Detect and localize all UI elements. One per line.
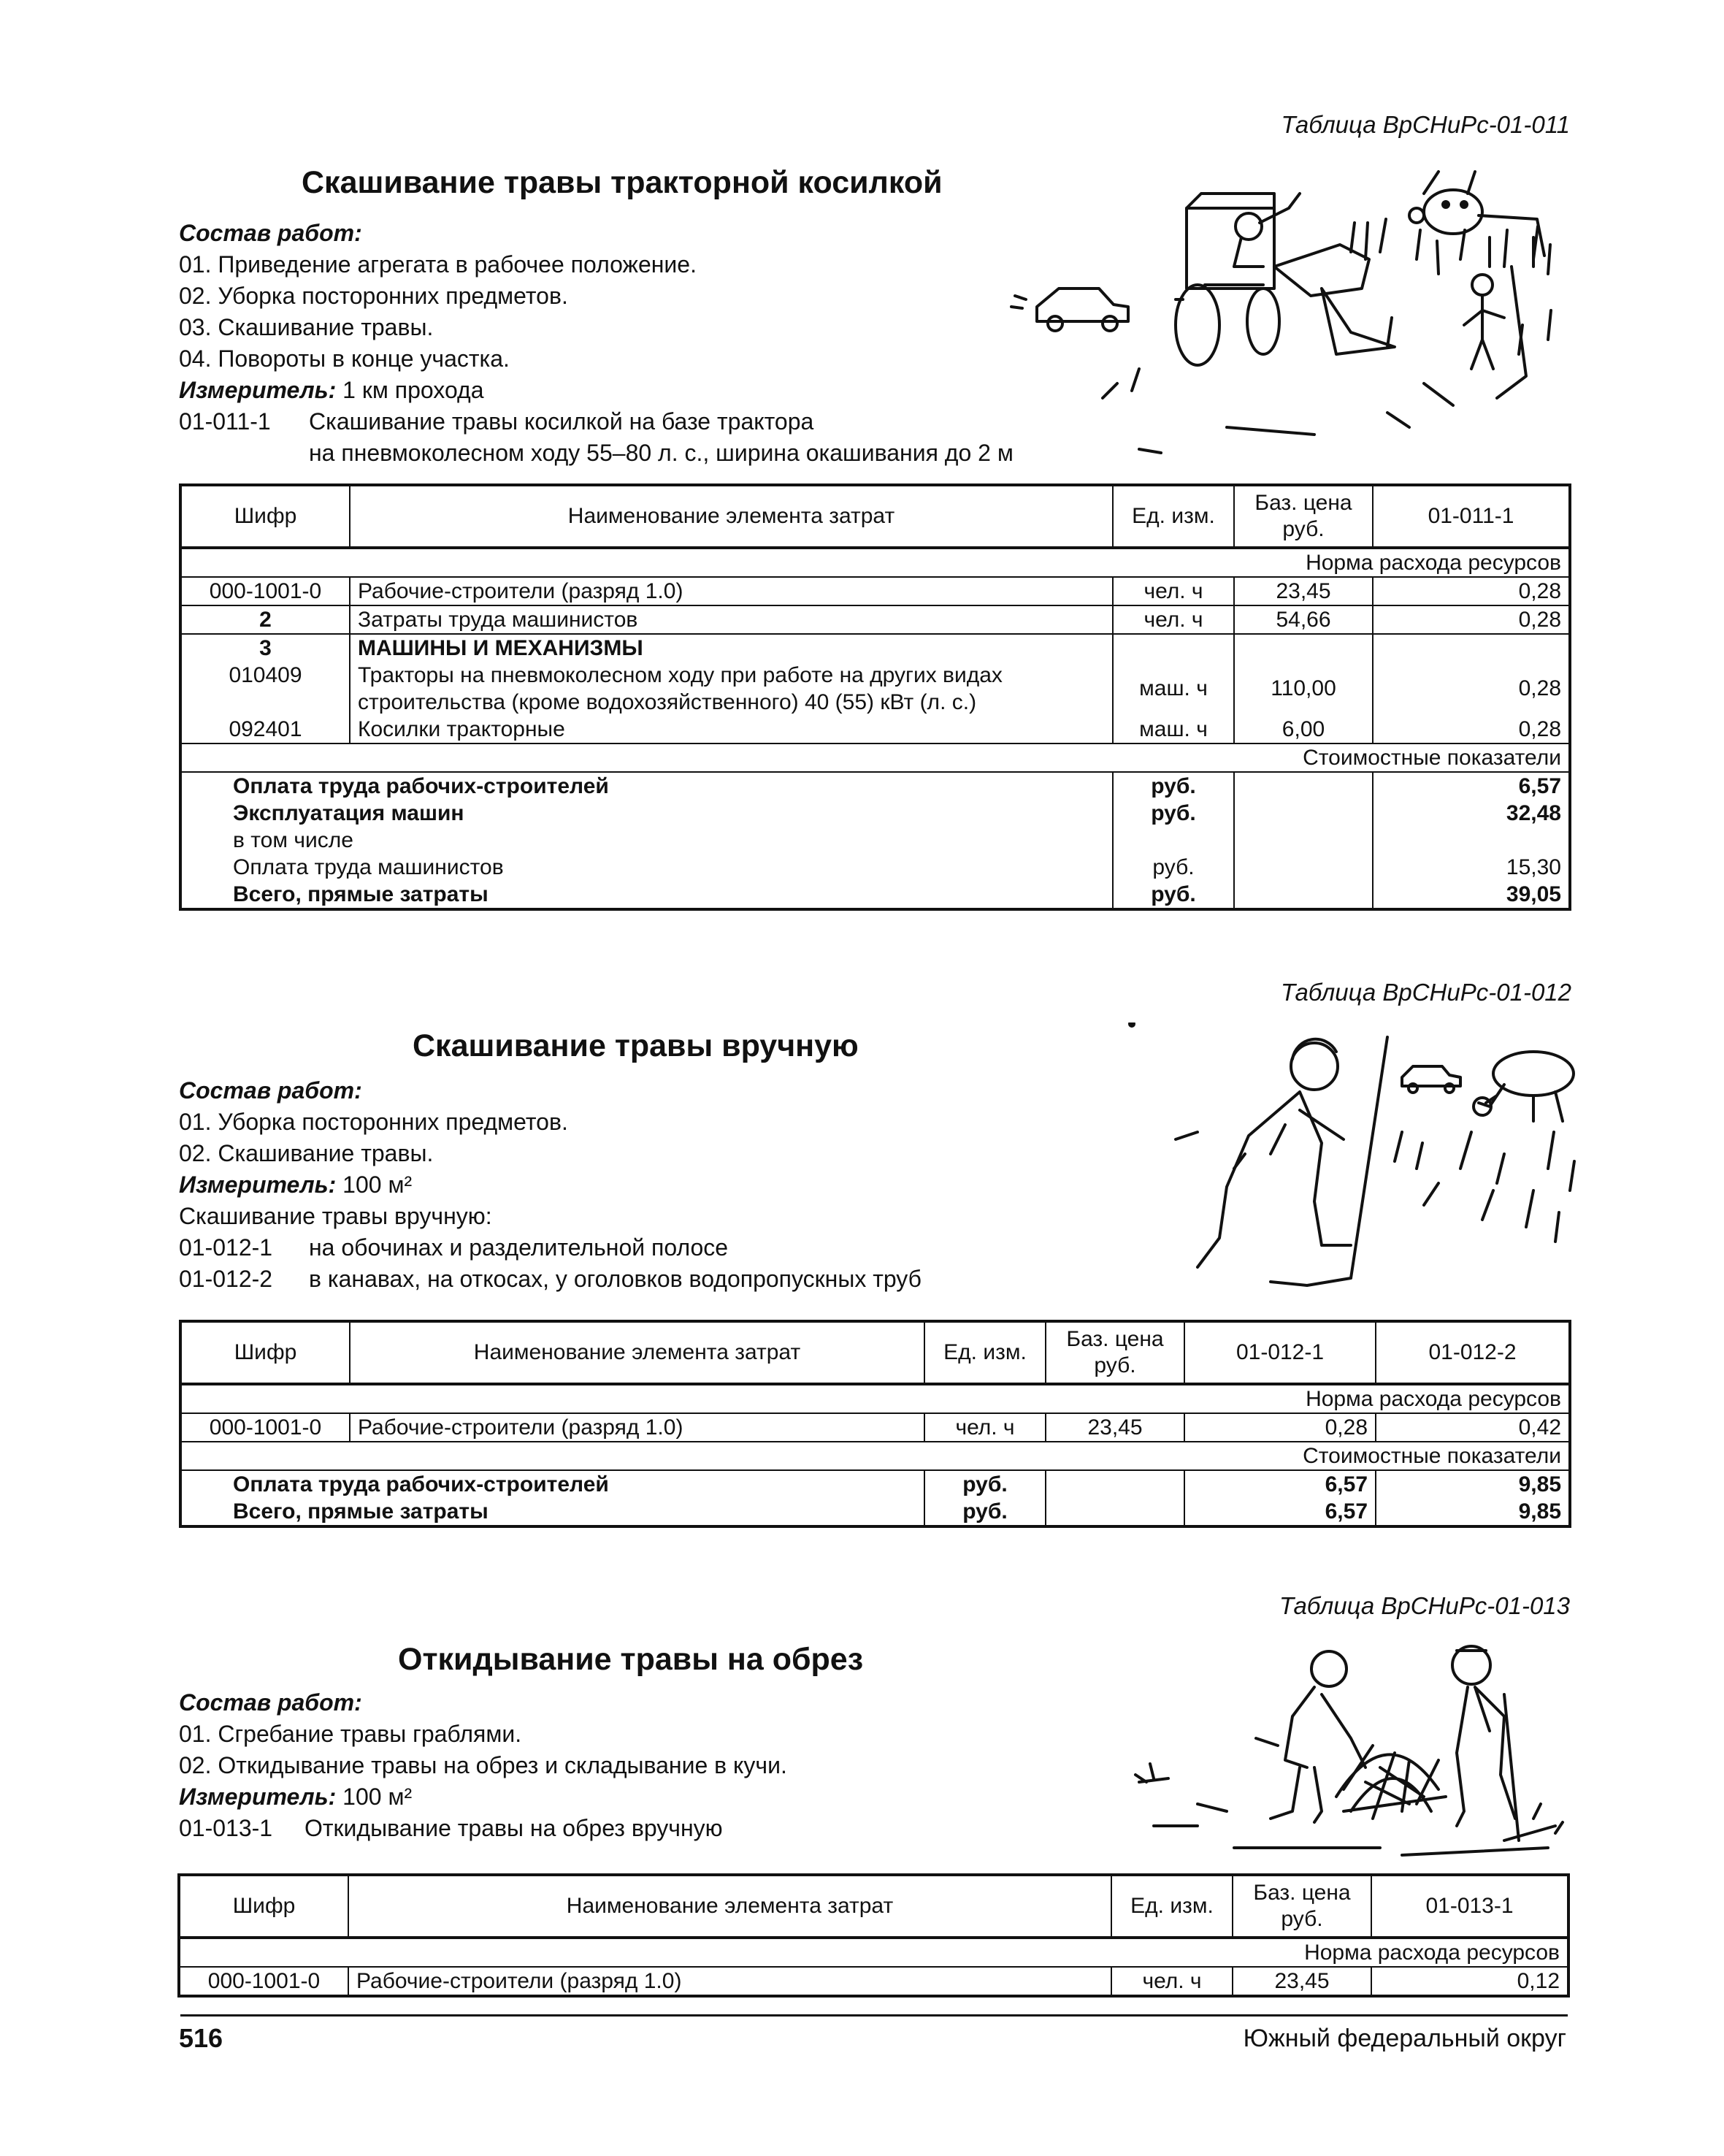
measure-label: Измеритель: bbox=[179, 1171, 337, 1198]
blank-cell bbox=[180, 548, 1234, 577]
cell-unit bbox=[1113, 634, 1234, 743]
col-header-unit: Ед. изм. bbox=[1111, 1875, 1233, 1938]
col-header-price: Баз. цена руб. bbox=[1234, 485, 1373, 548]
cost-value: 15,30 bbox=[1506, 855, 1561, 879]
cost-value: 6,57 bbox=[1325, 1472, 1368, 1496]
step: 02. Скашивание травы. bbox=[179, 1140, 434, 1166]
measure-value: 1 км прохода bbox=[342, 377, 484, 403]
norm-section-row bbox=[180, 1384, 1570, 1413]
cost-values bbox=[1376, 1470, 1570, 1526]
footer-region: Южный федеральный округ bbox=[1243, 2025, 1566, 2052]
item-text: Откидывание травы на обрез вручную bbox=[304, 1815, 723, 1841]
table-header-row bbox=[180, 485, 1570, 548]
col-header-norm: 01-013-1 bbox=[1371, 1875, 1568, 1938]
tractor-mower-illustration bbox=[1008, 164, 1577, 471]
cost-names bbox=[180, 772, 1113, 909]
table-row bbox=[179, 1967, 1568, 1996]
cell-price bbox=[1234, 634, 1373, 743]
norm-section-row bbox=[180, 548, 1570, 577]
cell-code: 000-1001-0 bbox=[179, 1967, 348, 1996]
section-body-2 bbox=[179, 1075, 922, 1295]
cost-value: 6,57 bbox=[1325, 1499, 1368, 1524]
section-title-2: Скашивание травы вручную bbox=[413, 1028, 859, 1063]
table-row bbox=[180, 1413, 1570, 1442]
item-code: 01-012-2 bbox=[179, 1266, 273, 1292]
cost-name: Эксплуатация машин bbox=[233, 801, 464, 825]
sostav-label: Состав работ: bbox=[179, 1689, 362, 1716]
norm-label: Норма расхода ресурсов bbox=[1184, 1384, 1570, 1413]
norm-label: Норма расхода ресурсов bbox=[1234, 548, 1570, 577]
raking-workers-illustration bbox=[1125, 1636, 1577, 1870]
cost-unit: руб. bbox=[1152, 855, 1195, 879]
cost-name: Оплата труда машинистов bbox=[233, 855, 504, 879]
machine-norm: 0,28 bbox=[1518, 717, 1561, 741]
table-header-row bbox=[180, 1321, 1570, 1384]
cell-unit: чел. ч bbox=[924, 1413, 1046, 1442]
item-text: на пневмоколесном ходу 55–80 л. с., ширина окашивания до 2 м bbox=[309, 440, 1014, 466]
cell-name: Рабочие-строители (разряд 1.0) bbox=[350, 1413, 924, 1442]
item-line bbox=[179, 437, 1014, 469]
machines-title: МАШИНЫ И МЕХАНИЗМЫ bbox=[358, 636, 643, 660]
machine-norm: 0,28 bbox=[1518, 676, 1561, 700]
item-line bbox=[179, 406, 1014, 437]
step: 02. Откидывание травы на обрез и складывание в кучи. bbox=[179, 1752, 787, 1778]
sostav-label: Состав работ: bbox=[179, 220, 362, 246]
cell-unit: чел. ч bbox=[1113, 605, 1234, 634]
sostav-label: Состав работ: bbox=[179, 1077, 362, 1104]
item-code: 01-012-1 bbox=[179, 1234, 273, 1261]
section-body-1 bbox=[179, 218, 1014, 469]
blank-cell bbox=[180, 743, 1234, 772]
measure-line bbox=[179, 1169, 922, 1201]
col-header-name: Наименование элемента затрат bbox=[350, 485, 1113, 548]
cost-block-row bbox=[180, 1470, 1570, 1526]
machine-name: Косилки тракторные bbox=[358, 717, 565, 741]
cell-name: Рабочие-строители (разряд 1.0) bbox=[350, 577, 1113, 605]
item-line bbox=[179, 1232, 922, 1264]
table-row bbox=[180, 577, 1570, 605]
cost-value: 9,85 bbox=[1518, 1472, 1561, 1496]
blank-cell bbox=[180, 1442, 1184, 1470]
cell-price: 23,45 bbox=[1046, 1413, 1184, 1442]
blank-cell bbox=[1234, 772, 1373, 909]
step: 01. Приведение агрегата в рабочее положение. bbox=[179, 251, 697, 278]
machines-code: 3 bbox=[259, 636, 272, 660]
item-text: в канавах, на откосах, у оголовков водопропускных труб bbox=[309, 1266, 922, 1292]
footer-rule bbox=[180, 2014, 1568, 2017]
cost-section-row bbox=[180, 1442, 1570, 1470]
section-title-1: Скашивание травы тракторной косилкой bbox=[302, 165, 943, 200]
item-code: 01-011-1 bbox=[179, 408, 271, 435]
cell-unit: чел. ч bbox=[1113, 577, 1234, 605]
measure-label: Измеритель: bbox=[179, 377, 337, 403]
cost-value: 39,05 bbox=[1506, 882, 1561, 906]
cell-code bbox=[180, 634, 350, 743]
col-header-norm: 01-012-2 bbox=[1376, 1321, 1570, 1384]
cell-name: Рабочие-строители (разряд 1.0) bbox=[348, 1967, 1111, 1996]
col-header-name: Наименование элемента затрат bbox=[350, 1321, 924, 1384]
step: 02. Уборка посторонних предметов. bbox=[179, 283, 568, 309]
cost-value: 9,85 bbox=[1518, 1499, 1561, 1524]
cost-name: Оплата труда рабочих-строителей bbox=[233, 774, 609, 798]
section-title-3: Откидывание травы на обрез bbox=[398, 1642, 864, 1677]
cell-code: 000-1001-0 bbox=[180, 1413, 350, 1442]
cell-unit: чел. ч bbox=[1111, 1967, 1233, 1996]
measure-line bbox=[179, 375, 1014, 406]
cost-unit: руб. bbox=[1151, 801, 1196, 825]
cost-unit: руб. bbox=[962, 1499, 1008, 1524]
measure-label: Измеритель: bbox=[179, 1784, 337, 1810]
item-text: Скашивание травы косилкой на базе трактора bbox=[309, 408, 814, 435]
measure-value: 100 м² bbox=[342, 1784, 413, 1810]
cost-value: 6,57 bbox=[1518, 774, 1561, 798]
cell-code: 2 bbox=[180, 605, 350, 634]
cost-name: в том числе bbox=[233, 828, 353, 852]
col-header-code: Шифр bbox=[180, 485, 350, 548]
section-body-3 bbox=[179, 1687, 787, 1844]
cost-unit: руб. bbox=[1151, 882, 1196, 906]
machine-name: Тракторы на пневмоколесном ходу при работе на других видах строительства (кроме водохозяйственного) 40 (55) кВт (л. с.) bbox=[358, 663, 1003, 714]
cell-norm: 0,28 bbox=[1373, 605, 1570, 634]
col-header-price: Баз. цена руб. bbox=[1233, 1875, 1371, 1938]
item-line bbox=[179, 1813, 787, 1844]
cell-norm: 0,28 bbox=[1184, 1413, 1376, 1442]
machine-code: 092401 bbox=[229, 717, 302, 741]
col-header-name: Наименование элемента затрат bbox=[348, 1875, 1111, 1938]
blank-cell bbox=[180, 1384, 1184, 1413]
cost-value: 32,48 bbox=[1506, 801, 1561, 825]
machine-price: 110,00 bbox=[1271, 676, 1336, 700]
blank-cell bbox=[179, 1938, 1233, 1967]
cost-table-1 bbox=[179, 483, 1571, 911]
cell-name bbox=[350, 634, 1113, 743]
col-header-unit: Ед. изм. bbox=[1113, 485, 1234, 548]
cell-norm: 0,28 bbox=[1373, 577, 1570, 605]
cell-name: Затраты труда машинистов bbox=[350, 605, 1113, 634]
item-code: 01-013-1 bbox=[179, 1815, 273, 1841]
item-text: на обочинах и разделительной полосе bbox=[309, 1234, 729, 1261]
table-caption-3: Таблица ВрСНиРс-01-013 bbox=[1279, 1592, 1570, 1619]
col-header-code: Шифр bbox=[180, 1321, 350, 1384]
norm-section-row bbox=[179, 1938, 1568, 1967]
table-header-row bbox=[179, 1875, 1568, 1938]
cost-label: Стоимостные показатели bbox=[1184, 1442, 1570, 1470]
table-row bbox=[180, 605, 1570, 634]
step: 04. Повороты в конце участка. bbox=[179, 345, 510, 372]
col-header-price: Баз. цена руб. bbox=[1046, 1321, 1184, 1384]
table-caption-2: Таблица ВрСНиРс-01-012 bbox=[1281, 979, 1571, 1006]
cost-values bbox=[1184, 1470, 1376, 1526]
step: 01. Сгребание травы граблями. bbox=[179, 1721, 522, 1747]
page-number: 516 bbox=[179, 2023, 223, 2053]
machine-price: 6,00 bbox=[1281, 717, 1325, 741]
item-line bbox=[179, 1264, 922, 1295]
norm-label: Норма расхода ресурсов bbox=[1233, 1938, 1568, 1967]
cost-section-row bbox=[180, 743, 1570, 772]
col-header-norm: 01-011-1 bbox=[1373, 485, 1570, 548]
col-header-norm: 01-012-1 bbox=[1184, 1321, 1376, 1384]
cell-code: 000-1001-0 bbox=[180, 577, 350, 605]
cell-norm bbox=[1373, 634, 1570, 743]
cost-label: Стоимостные показатели bbox=[1234, 743, 1570, 772]
cost-unit: руб. bbox=[962, 1472, 1008, 1496]
table-caption-1: Таблица ВрСНиРс-01-011 bbox=[1281, 111, 1570, 138]
measure-value: 100 м² bbox=[342, 1171, 413, 1198]
intro-line: Скашивание травы вручную: bbox=[179, 1203, 492, 1229]
cost-units bbox=[924, 1470, 1046, 1526]
cell-price: 54,66 bbox=[1234, 605, 1373, 634]
cell-norm: 0,12 bbox=[1371, 1967, 1568, 1996]
col-header-code: Шифр bbox=[179, 1875, 348, 1938]
cost-table-2 bbox=[179, 1320, 1571, 1528]
cost-block-row bbox=[180, 772, 1570, 909]
cell-price: 23,45 bbox=[1233, 1967, 1371, 1996]
cost-names bbox=[180, 1470, 924, 1526]
cost-unit: руб. bbox=[1151, 774, 1196, 798]
machine-unit: маш. ч bbox=[1139, 717, 1208, 741]
man-with-scythe-illustration bbox=[1117, 1022, 1585, 1300]
machine-code: 010409 bbox=[229, 663, 302, 687]
cost-table-3 bbox=[177, 1873, 1570, 1998]
cost-units bbox=[1113, 772, 1234, 909]
cost-values bbox=[1373, 772, 1570, 909]
cell-price: 23,45 bbox=[1234, 577, 1373, 605]
step: 03. Скашивание травы. bbox=[179, 314, 434, 340]
cost-name: Всего, прямые затраты bbox=[233, 1499, 489, 1524]
cell-norm: 0,42 bbox=[1376, 1413, 1570, 1442]
machines-block-row bbox=[180, 634, 1570, 743]
cost-name: Оплата труда рабочих-строителей bbox=[233, 1472, 609, 1496]
col-header-unit: Ед. изм. bbox=[924, 1321, 1046, 1384]
blank-cell bbox=[1046, 1470, 1184, 1526]
step: 01. Уборка посторонних предметов. bbox=[179, 1109, 568, 1135]
machine-unit: маш. ч bbox=[1139, 676, 1208, 700]
cost-name: Всего, прямые затраты bbox=[233, 882, 489, 906]
measure-line bbox=[179, 1781, 787, 1813]
